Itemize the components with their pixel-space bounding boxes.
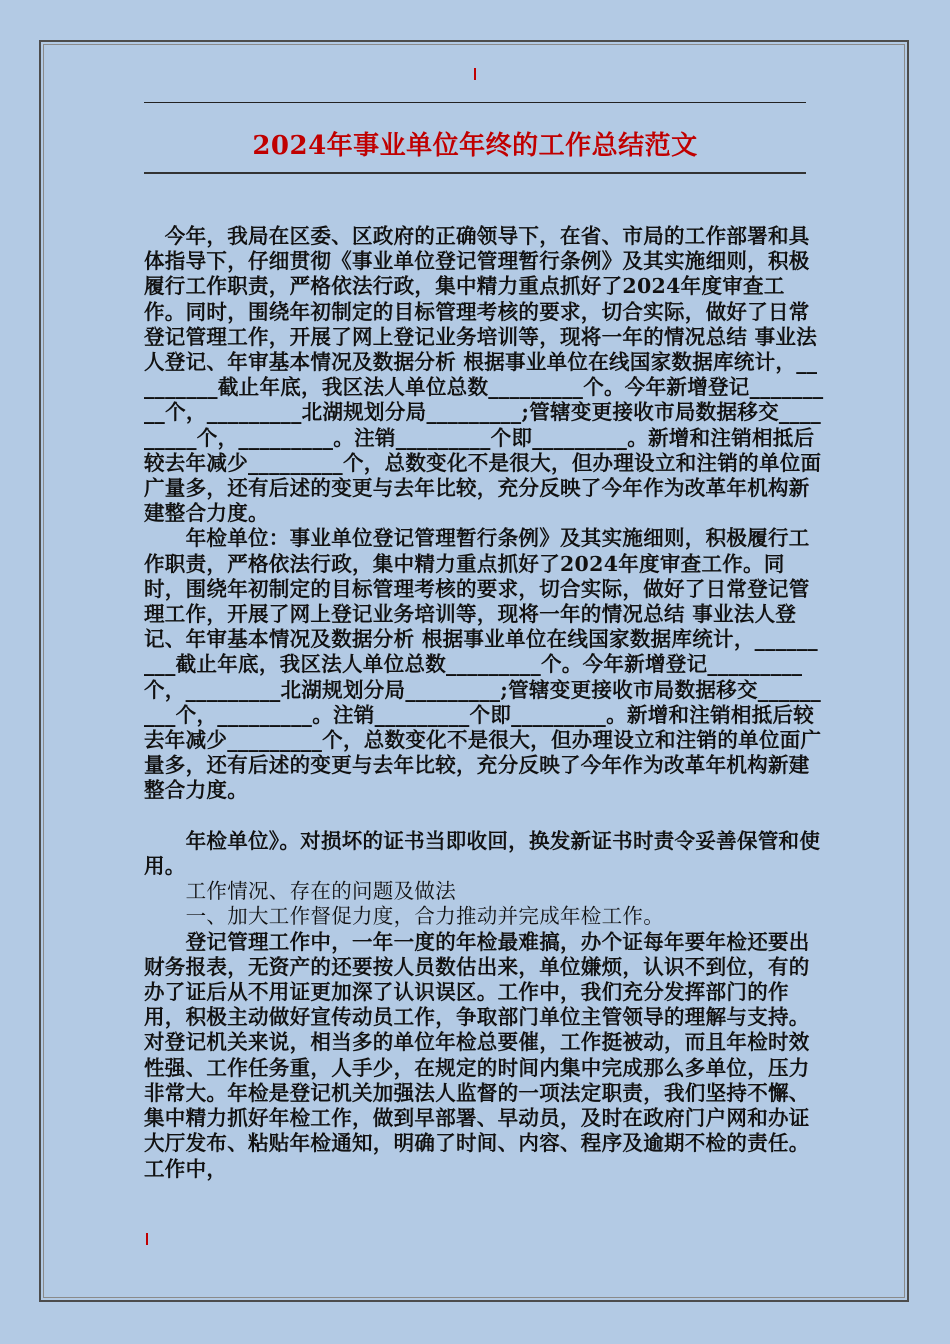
- header-rule: [144, 102, 806, 103]
- paragraph-intro: 今年，我局在区委、区政府的正确领导下，在省、市局的工作部署和具体指导下，仔细贯彻《事业单位登记管理暂行条例》及其实施细则，积极履行工作职责，严格依法行政，集中精力重点抓好了2024年度审查工作。同时，围绕年初制定的目标管理考核的要求，切合实际，做好了日常登记管理工作，开展了网上登记业务培训等，现将一年的情况总结 事业法人登记、年审基本情况及数据分析 根据事业单位在线国家数据库统计，_________截止年底，我区法人单位总数_________个。今年新增登记_________个，_________北湖规划分局_________;管辖变更接收市局数据移交_________个，_________。注销_________个即_________。新增和注销相抵后较去年减少_________个，总数变化不是很大，但办理设立和注销的单位面广量多，还有后述的变更与去年比较，充分反映了今年作为改革年机构新建整合力度。: [144, 224, 824, 526]
- paragraph-blank: [144, 804, 824, 829]
- section-heading: 工作情况、存在的问题及做法: [144, 879, 456, 904]
- paragraph-certificate: 年检单位》。对损坏的证书当即收回，换发新证书时责令妥善保管和使用。: [144, 828, 821, 879]
- document-body: [144, 224, 824, 1182]
- paragraph-annual-inspection: 年检单位：事业单位登记管理暂行条例》及其实施细则，积极履行工作职责，严格依法行政，集中精力重点抓好了2024年度审查工作。同时，围绕年初制定的目标管理考核的要求，切合实际，做好了日常登记管理工作，开展了网上登记业务培训等，现将一年的情况总结 事业法人登记、年审基本情况及数据分析 根据事业单位在线国家数据库统计，_________截止年底，我区法人单位总数_________个。今年新增登记_________个，_________北湖规划分局_________;管辖变更接收市局数据移交_________个，_________。注销_________个即_________。新增和注销相抵后较去年减少_________个，总数变化不是很大，但办理设立和注销的单位面广量多，还有后述的变更与去年比较，充分反映了今年作为改革年机构新建整合力度。: [144, 526, 822, 803]
- header-mark: [474, 68, 476, 80]
- title-rule: [144, 172, 806, 174]
- paragraph-registration-work: 登记管理工作中，一年一度的年检最难搞，办个证每年要年检还要出财务报表，无资产的还要按人员数估出来，单位嫌烦，认识不到位，有的办了证后从不用证更加深了认识误区。工作中，我们充分发挥部门的作用，积极主动做好宣传动员工作，争取部门单位主管领导的理解与支持。对登记机关来说，相当多的单位年检总要催，工作挺被动，而且年检时效性强、工作任务重，人手少，在规定的时间内集中完成那么多单位，压力非常大。年检是登记机关加强法人监督的一项法定职责，我们坚持不懈、集中精力抓好年检工作，做到早部署、早动员，及时在政府门户网和办证大厅发布、粘贴年检通知，明确了时间、内容、程序及逾期不检的责任。工作中，: [144, 929, 810, 1181]
- subsection-heading-1: 一、加大工作督促力度，合力推动并完成年检工作。: [144, 904, 664, 929]
- footer-mark: [146, 1233, 148, 1245]
- document-title: 2024年事业单位年终的工作总结范文: [252, 131, 698, 161]
